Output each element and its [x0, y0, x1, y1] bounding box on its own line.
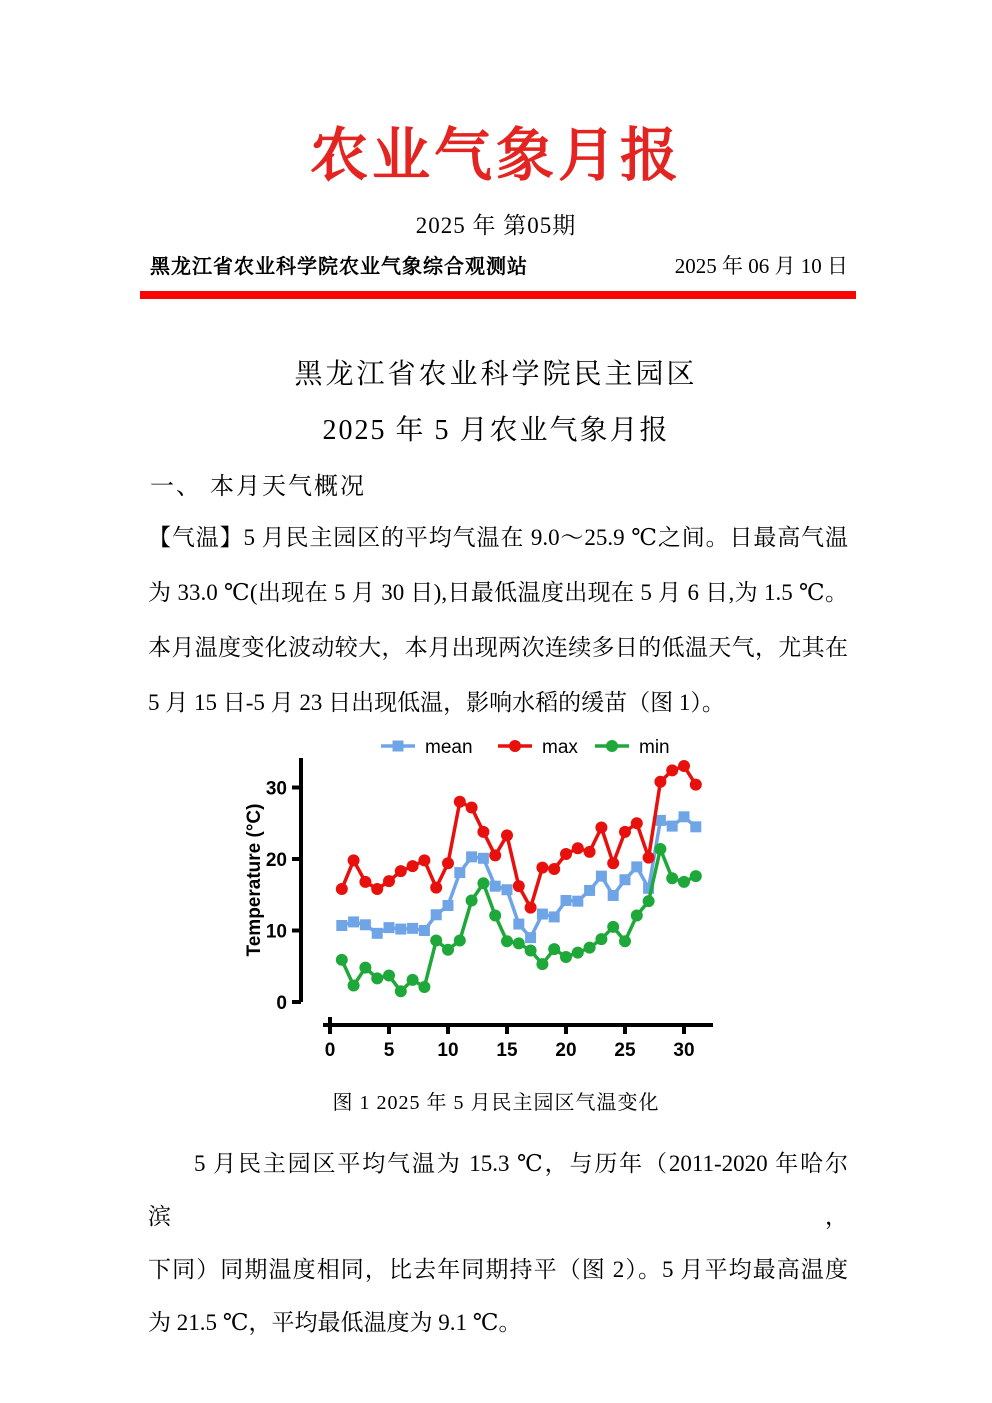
svg-text:mean: mean: [425, 737, 473, 758]
svg-text:Temperature (°C): Temperature (°C): [244, 803, 265, 957]
temperature-line-chart: [243, 728, 749, 1078]
issue-line: 2025 年 第05期: [415, 213, 577, 238]
figure1-caption: 图 1 2025 年 5 月民主园区气温变化: [332, 1092, 660, 1114]
paragraph-line: 【气温】5 月民主园区的平均气温在 9.0～25.9 ℃之间。日最高气温: [148, 525, 848, 550]
report-heading-line2: 2025 年 5 月农业气象月报: [322, 415, 670, 446]
report-date: 2025 年 06 月 10 日: [674, 254, 848, 278]
masthead-row: [150, 250, 848, 280]
svg-text:5: 5: [383, 1040, 395, 1061]
svg-text:0: 0: [276, 993, 287, 1014]
weather-overview-paragraph: [148, 510, 848, 730]
paragraph-line: 下同）同期温度相同，比去年同期持平（图 2）。5 月平均最高温度: [148, 1257, 848, 1282]
section1-heading: 一、 本月天气概况: [150, 474, 366, 500]
org-name: 黑龙江省农业科学院农业气象综合观测站: [150, 256, 528, 278]
svg-text:30: 30: [673, 1040, 695, 1061]
svg-text:0: 0: [324, 1040, 336, 1061]
svg-text:15: 15: [496, 1040, 518, 1061]
svg-text:10: 10: [265, 921, 287, 943]
paragraph-line: 5 月民主园区平均气温为 15.3 ℃，与历年（2011-2020 年哈尔滨，: [148, 1151, 848, 1229]
paragraph-line: 本月温度变化波动较大，本月出现两次连续多日的低温天气，尤其在: [148, 635, 848, 660]
paragraph-line: 为 21.5 ℃，平均最低温度为 9.1 ℃。: [148, 1310, 522, 1335]
svg-text:10: 10: [437, 1040, 459, 1061]
paragraph-line: 5 月 15 日-5 月 23 日出现低温，影响水稻的缓苗（图 1）。: [148, 690, 725, 715]
figure1-chart: [243, 728, 749, 1078]
masthead-title: 农业气象月报: [309, 123, 682, 188]
svg-text:min: min: [639, 737, 670, 758]
svg-text:25: 25: [614, 1040, 636, 1061]
red-divider: [140, 291, 856, 299]
svg-text:30: 30: [265, 778, 287, 800]
report-heading-line1: 黑龙江省农业科学院民主园区: [294, 359, 698, 390]
summary-paragraph: [148, 1137, 848, 1349]
svg-text:20: 20: [555, 1040, 577, 1061]
svg-text:max: max: [542, 737, 578, 758]
svg-text:20: 20: [265, 850, 287, 871]
paragraph-line: 为 33.0 ℃(出现在 5 月 30 日),日最低温度出现在 5 月 6 日,为 1.5 ℃。: [148, 580, 848, 605]
